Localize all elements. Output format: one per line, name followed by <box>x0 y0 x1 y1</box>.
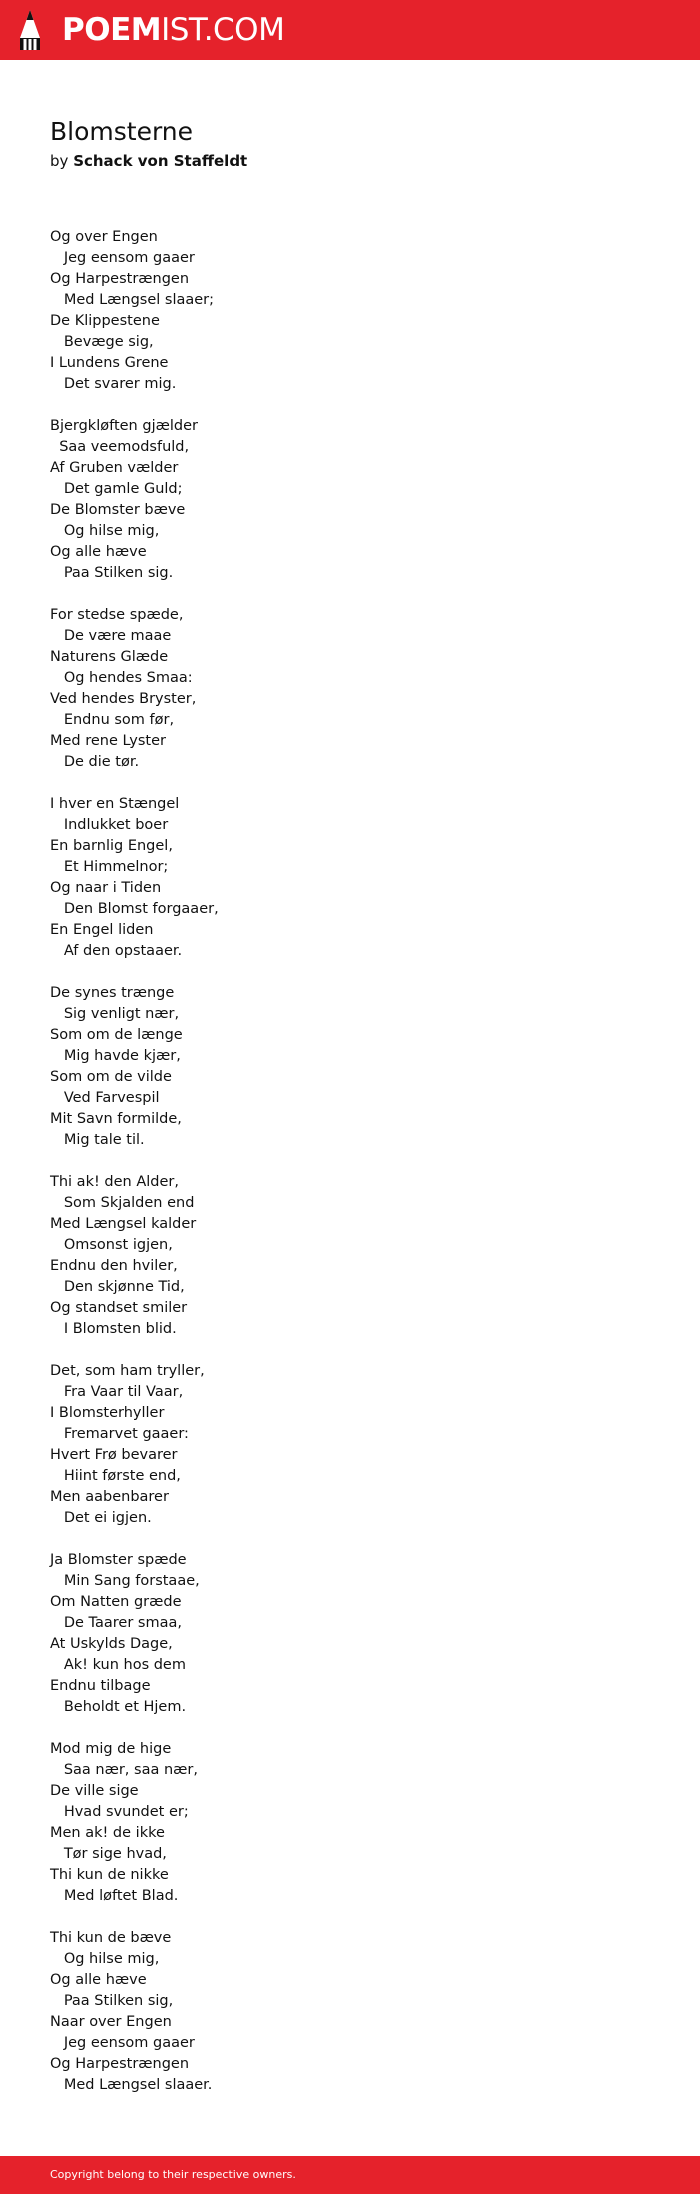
poem-line: Thi kun de nikke <box>50 1867 169 1883</box>
poem-line: Men ak! de ikke <box>50 1825 165 1841</box>
poem-line: Som Skjalden end <box>50 1195 195 1211</box>
poem-line: Jeg eensom gaaer <box>50 2035 195 2051</box>
poem-line: Hiint første end, <box>50 1468 181 1484</box>
poem-line: Af den opstaaer. <box>50 943 183 959</box>
poem-stanza <box>50 983 650 1151</box>
poem-line: De synes trænge <box>50 985 175 1001</box>
poem-line: I hver en Stængel <box>50 796 180 812</box>
author-name: Schack von Staffeldt <box>73 152 248 170</box>
poem-line: Thi kun de bæve <box>50 1930 172 1946</box>
poem-stanza <box>50 1172 650 1340</box>
poem-line: Bjergkløften gjælder <box>50 418 198 434</box>
poem-line: Med rene Lyster <box>50 733 166 749</box>
poem-line: Bevæge sig, <box>50 334 154 350</box>
poem-line: Den Blomst forgaaer, <box>50 901 219 917</box>
poem-stanza <box>50 605 650 773</box>
logo-text <box>62 8 284 52</box>
poem-line: For stedse spæde, <box>50 607 184 623</box>
poem-line: Endnu tilbage <box>50 1678 151 1694</box>
poem-line: Og Harpestrængen <box>50 271 190 287</box>
poem-line: Det, som ham tryller, <box>50 1363 205 1379</box>
poem-stanza <box>50 1739 650 1907</box>
poem-line: Ved hendes Bryster, <box>50 691 197 707</box>
poem-line: I Lundens Grene <box>50 355 169 371</box>
poem-line: Med Længsel kalder <box>50 1216 197 1232</box>
byline <box>50 150 650 172</box>
poem-line: De være maae <box>50 628 172 644</box>
poem-line: Af Gruben vælder <box>50 460 179 476</box>
poem-line: Og alle hæve <box>50 544 147 560</box>
poem-line: Som om de længe <box>50 1027 183 1043</box>
poem-line: Og alle hæve <box>50 1972 147 1988</box>
poem-line: De Blomster bæve <box>50 502 186 518</box>
poem-line: Og Harpestrængen <box>50 2056 190 2072</box>
poem-line: De die tør. <box>50 754 140 770</box>
poem-line: Endnu som før, <box>50 712 175 728</box>
poem-line: Som om de vilde <box>50 1069 172 1085</box>
poem-line: Saa veemodsfuld, <box>50 439 190 455</box>
poem-line: Hvad svundet er; <box>50 1804 189 1820</box>
poem-line: Og standset smiler <box>50 1300 188 1316</box>
poem-line: Og hilse mig, <box>50 1951 160 1967</box>
poem-line: Mig havde kjær, <box>50 1048 181 1064</box>
poem-line: En Engel liden <box>50 922 154 938</box>
poem-line: Endnu den hviler, <box>50 1258 178 1274</box>
poem-line: En barnlig Engel, <box>50 838 173 854</box>
site-header <box>0 0 700 60</box>
poem-stanza <box>50 1550 650 1718</box>
poem-stanza <box>50 227 650 395</box>
poem-line: I Blomsterhyller <box>50 1405 165 1421</box>
poem-line: Paa Stilken sig, <box>50 1993 174 2009</box>
poem-line: Fremarvet gaaer: <box>50 1426 189 1442</box>
poem-line: Og hilse mig, <box>50 523 160 539</box>
poem-stanza <box>50 794 650 962</box>
poem-line: Mod mig de hige <box>50 1741 172 1757</box>
poem-line: I Blomsten blid. <box>50 1321 177 1337</box>
poem-line: Med løftet Blad. <box>50 1888 179 1904</box>
poem-line: Det svarer mig. <box>50 376 177 392</box>
poem-line: Naturens Glæde <box>50 649 169 665</box>
poem-line: At Uskylds Dage, <box>50 1636 173 1652</box>
poem-line: De ville sige <box>50 1783 139 1799</box>
poem-line: Saa nær, saa nær, <box>50 1762 198 1778</box>
poem-line: Mit Savn formilde, <box>50 1111 182 1127</box>
poem-line: Omsonst igjen, <box>50 1237 173 1253</box>
poem-line: Med Længsel slaaer. <box>50 2077 213 2093</box>
poem-content <box>50 115 650 2117</box>
poem-line: Hvert Frø bevarer <box>50 1447 178 1463</box>
poem-line: Fra Vaar til Vaar, <box>50 1384 184 1400</box>
poem-stanza <box>50 416 650 584</box>
poem-line: Thi ak! den Alder, <box>50 1174 179 1190</box>
poem-line: De Klippestene <box>50 313 160 329</box>
poem-line: Et Himmelnor; <box>50 859 169 875</box>
poem-line: Det ei igjen. <box>50 1510 152 1526</box>
poem-line: Det gamle Guld; <box>50 481 183 497</box>
byline-prefix: by <box>50 152 69 170</box>
poem-line: Og naar i Tiden <box>50 880 162 896</box>
poem-line: Om Natten græde <box>50 1594 182 1610</box>
site-logo[interactable] <box>18 8 284 52</box>
poem-line: Ak! kun hos dem <box>50 1657 186 1673</box>
poem-line: Den skjønne Tid, <box>50 1279 185 1295</box>
poem-line: Jeg eensom gaaer <box>50 250 195 266</box>
poem-line: Tør sige hvad, <box>50 1846 167 1862</box>
logo-text-light: IST.COM <box>161 12 285 48</box>
poem-line: De Taarer smaa, <box>50 1615 182 1631</box>
pencil-icon <box>18 8 42 52</box>
site-footer <box>0 2156 700 2194</box>
copyright-text: Copyright belong to their respective owners. <box>50 2168 296 2181</box>
poem-line: Men aabenbarer <box>50 1489 169 1505</box>
poem-stanza <box>50 1928 650 2096</box>
poem-line: Ved Farvespil <box>50 1090 160 1106</box>
poem-title: Blomsterne <box>50 117 194 146</box>
poem-line: Beholdt et Hjem. <box>50 1699 187 1715</box>
logo-text-bold: POEM <box>62 12 162 48</box>
poem-body <box>50 227 650 2096</box>
poem-line: Indlukket boer <box>50 817 169 833</box>
poem-line: Med Længsel slaaer; <box>50 292 215 308</box>
poem-line: Naar over Engen <box>50 2014 172 2030</box>
poem-line: Min Sang forstaae, <box>50 1573 200 1589</box>
poem-line: Sig venligt nær, <box>50 1006 180 1022</box>
poem-line: Mig tale til. <box>50 1132 145 1148</box>
poem-line: Paa Stilken sig. <box>50 565 174 581</box>
poem-stanza <box>50 1361 650 1529</box>
poem-line: Og over Engen <box>50 229 158 245</box>
poem-line: Og hendes Smaa: <box>50 670 193 686</box>
poem-line: Ja Blomster spæde <box>50 1552 187 1568</box>
